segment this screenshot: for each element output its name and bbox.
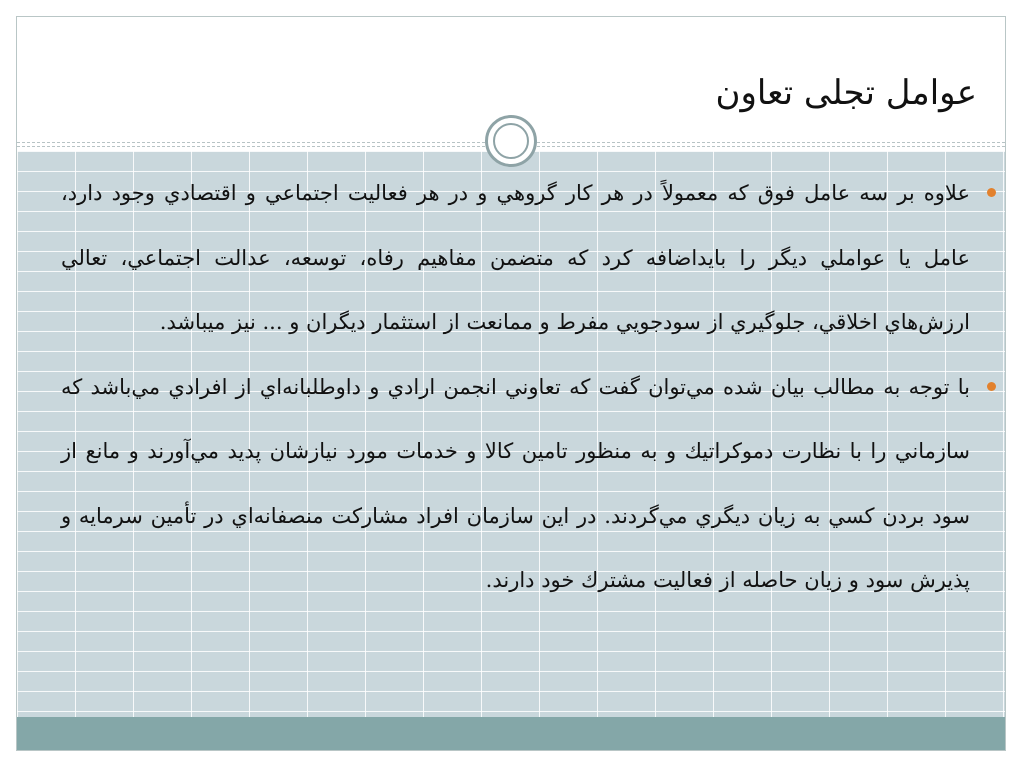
bullet-text: علاوه بر سه عامل فوق كه معمولاً در هر كار گروهي و در هر فعاليت اجتماعي و اقتصادي وجود دارد، عامل يا عواملي ديگر را بايداضافه كرد كه متضمن مفاهيم رفاه، توسعه، عدالت اجتماعي، تعالي ارزش‌هاي اخلاقي، جلوگيري از سودجويي مفرط و ممانعت از استثمار ديگران و ... نيز ميباشد. <box>61 181 970 334</box>
bullet-icon <box>987 382 996 391</box>
bottom-accent-bar <box>17 717 1005 750</box>
bullet-list <box>61 161 996 613</box>
slide-title: عوامل تجلی تعاون <box>715 73 977 113</box>
bullet-icon <box>987 188 996 197</box>
divider-inner-ring <box>493 123 529 159</box>
bullet-text: با توجه به مطالب بيان شده مي‌توان گفت كه تعاوني انجمن ارادي و داوطلبانه‌اي از افرادي مي‌باشد كه سازماني را با نظارت دموكراتيك و به منظور تامين كالا و خدمات مورد نيازشان پديد مي‌آورند و مانع از سود بردن كسي به زيان ديگري مي‌گردند. در اين سازمان افراد مشاركت منصفانه‌اي در تأمين سرمايه و پذيرش سود و زيان حاصله از فعاليت مشترك خود دارند. <box>61 374 970 592</box>
bullet-item <box>61 355 996 613</box>
divider-circle-icon <box>485 115 537 167</box>
bullet-item <box>61 161 996 355</box>
